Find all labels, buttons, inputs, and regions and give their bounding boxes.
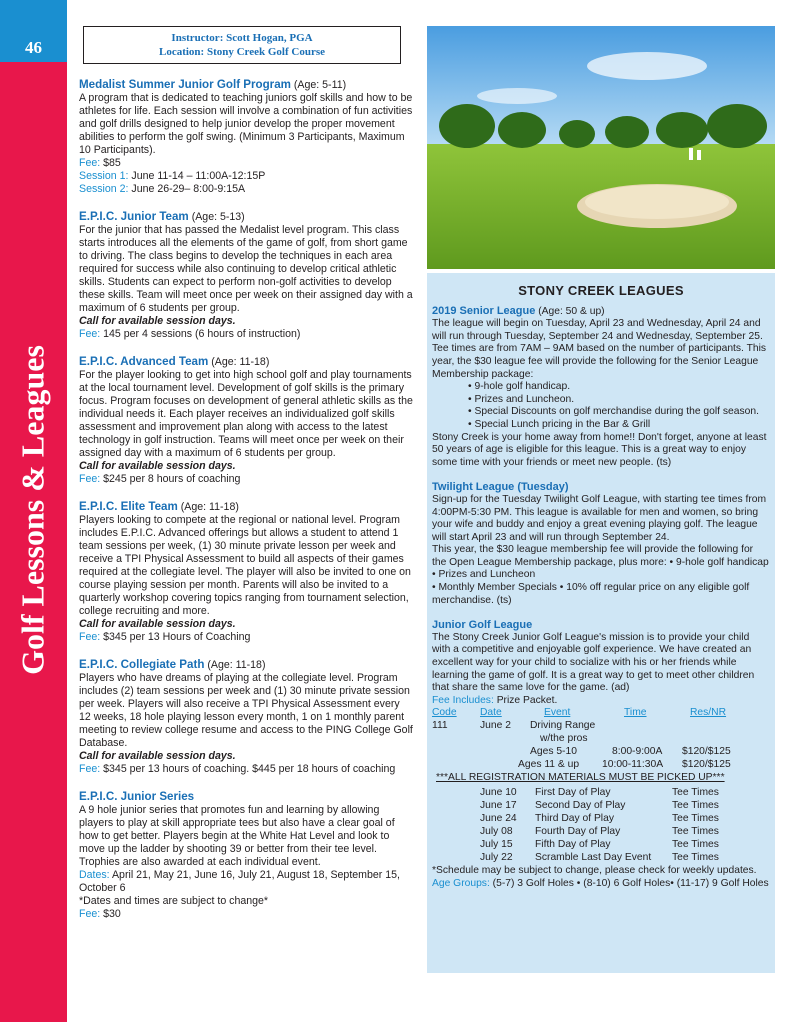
section-title-vertical: Golf Lessons & Leagues (14, 345, 51, 675)
table-cell: $120/$125 (682, 746, 731, 758)
fee-label: Fee: (79, 908, 101, 920)
list-item: • 9-hole golf handicap. (468, 381, 770, 394)
table-header-event: Event (544, 707, 571, 719)
program-advanced-team (79, 355, 413, 486)
schedule-time: Tee Times (672, 813, 719, 825)
leagues-panel (427, 273, 775, 973)
program-title: E.P.I.C. Collegiate Path (79, 658, 205, 671)
list-item: • Special Lunch pricing in the Bar & Grill (468, 419, 770, 432)
program-age: (Age: 11-18) (211, 356, 270, 368)
instructor-line: Instructor: Scott Hogan, PGA (171, 32, 313, 44)
program-elite-team (79, 500, 413, 644)
page-number: 46 (25, 38, 42, 57)
schedule-date: July 22 (480, 852, 513, 864)
schedule-event: Fourth Day of Play (535, 826, 621, 838)
fee-value: 145 per 4 sessions (6 hours of instruction) (100, 328, 301, 340)
schedule-event: Second Day of Play (535, 800, 626, 812)
schedule-time: Tee Times (672, 839, 719, 851)
league-body: The league will begin on Tuesday, April 23 and Wednesday, April 24 and will run through Tuesday, September 24 and Wednesday, September 25. Tee times are from 7AM – 9AM based on the number of participants. This year, the $30 league fee will provide the following for the Senior League Membership package: (432, 318, 767, 380)
league-closing: Stony Creek is your home away from home!! Don't forget, anyone at least 50 years of age is eligible for this league. This is a great way to enjoy some time with your friends or meet new people. (ts) (432, 431, 767, 468)
league-age: (Age: 50 & up) (538, 305, 605, 317)
dates-value: April 21, May 21, June 16, July 21, August 18, September 15, October 6 (79, 869, 400, 894)
table-cell: Ages 11 & up (518, 759, 580, 771)
schedule-date: June 10 (480, 787, 517, 799)
schedule-date: July 15 (480, 839, 513, 851)
program-title: Medalist Summer Junior Golf Program (79, 78, 291, 91)
dates-label: Dates: (79, 869, 110, 881)
table-cell: Driving Range (530, 720, 596, 732)
fee-label: Fee: (79, 763, 101, 775)
age-groups-label: Age Groups: (432, 878, 490, 889)
call-note: Call for available session days. (79, 750, 236, 762)
program-body: A program that is dedicated to teaching juniors golf skills and how to be athletes for life. Each session will involve a combination of fun activities and golf drills designed to help junior develop the proper movement abilities to perform the golf swing. (Minimum 3 Participants, Maximum 10 Participants). (79, 92, 413, 156)
session-label: Session 1: (79, 170, 129, 182)
program-title: E.P.I.C. Advanced Team (79, 355, 209, 368)
table-cell: 111 (432, 720, 448, 732)
schedule-time: Tee Times (672, 800, 719, 812)
fee-value: $245 per 8 hours of coaching (100, 473, 241, 485)
schedule-note: *Schedule may be subject to change, please check for weekly updates. (432, 865, 757, 877)
schedule-date: June 24 (480, 813, 517, 825)
program-collegiate-path (79, 658, 413, 776)
schedule-time: Tee Times (672, 787, 719, 799)
programs-column (79, 78, 413, 935)
schedule-time: Tee Times (672, 852, 719, 864)
table-cell: 10:00-11:30A (602, 759, 664, 771)
fee-value: $345 per 13 Hours of Coaching (100, 631, 251, 643)
league-body: • Monthly Member Specials • 10% off regular price on any eligible golf merchandise. (ts) (432, 582, 750, 606)
fee-label: Fee: (79, 631, 101, 643)
schedule-event: First Day of Play (535, 787, 611, 799)
session-value: June 11-14 – 11:00A-12:15P (128, 170, 266, 182)
program-age: (Age: 5-13) (191, 211, 245, 223)
instructor-box (83, 26, 401, 64)
table-cell: w/the pros (540, 733, 588, 745)
schedule-event: Scramble Last Day Event (535, 852, 652, 864)
league-title: 2019 Senior League (432, 304, 536, 317)
page-number-box (0, 0, 67, 62)
golf-course-photo (427, 26, 775, 269)
schedule-table (432, 707, 770, 787)
change-note: *Dates and times are subject to change* (79, 895, 269, 907)
schedule-date: July 08 (480, 826, 513, 838)
fee-value: $30 (100, 908, 121, 920)
program-body: Players who have dreams of playing at the collegiate level. Program includes (2) team sessions per week and (1) 30 minute private session per week. Players will also receive a TPI Physical Assessment every 12 weeks, 18 hole playing lesson every month, 1 on 1 monthly parent meeting to review college resume and access to the PING College Golf Database. (79, 672, 413, 749)
program-junior-team (79, 210, 413, 341)
program-title: E.P.I.C. Junior Team (79, 210, 189, 223)
fee-value: Prize Packet. (493, 694, 558, 706)
call-note: Call for available session days. (79, 460, 236, 472)
program-body: A 9 hole junior series that promotes fun and learning by allowing players to play at skill appropriate tees but also have a clear goal of how to get better. Players begin at the White Hat Level and look to move up the ladder by shooting 39 or better from their tee level. Trophies are also awarded at each individual event. (79, 804, 395, 868)
list-item: • Prizes and Luncheon. (468, 394, 770, 407)
program-body: For the player looking to get into high school golf and play tournaments at the local tournament level. Development of golf skills is the primary focus. Program focuses on development of general athletic skills as the individual needs it. Each player receives an individualized golf skills assessment and improvement plan along with access to the latest technology in golf instruction. Teams will meet once per week on their assigned day with a maximum of 6 students per group. (79, 369, 413, 459)
call-note: Call for available session days. (79, 315, 236, 327)
table-header-code: Code (432, 707, 457, 719)
location-line: Location: Stony Creek Golf Course (158, 46, 325, 58)
table-cell: June 2 (480, 720, 511, 732)
season-schedule (432, 787, 770, 865)
fee-value: $85 (100, 157, 121, 169)
table-header-time: Time (624, 707, 647, 719)
league-body: This year, the $30 league membership fee will provide the following for the Open League Membership package, plus more: • 9-hole golf handicap • Prizes and Luncheon (432, 544, 769, 581)
session-value: June 26-29– 8:00-9:15A (128, 183, 246, 195)
program-title: E.P.I.C. Junior Series (79, 790, 195, 803)
call-note: Call for available session days. (79, 618, 236, 630)
league-body: Sign-up for the Tuesday Twilight Golf League, with starting tee times from 4:00PM-5:30 PM. This league is available for men and women, so bring your wife and buddy and enjoy a great evening playing golf. The league will start April 23 and will run through September 24. (432, 493, 767, 543)
age-groups-value: (5-7) 3 Golf Holes • (8-10) 6 Golf Holes• (11-17) 9 Golf Holes (489, 878, 769, 889)
league-title: Twilight League (Tuesday) (432, 481, 569, 494)
registration-note: ***ALL REGISTRATION MATERIALS MUST BE PICKED UP*** (436, 772, 725, 784)
fee-label: Fee: (79, 157, 101, 169)
program-title: E.P.I.C. Elite Team (79, 500, 178, 513)
table-cell: $120/$125 (682, 759, 731, 771)
program-body: For the junior that has passed the Medalist level program. This class starts introduces all the elements of the game of golf, from short game to driving. The class begins to develop the techniques in each area required for success while also continuing to develop critical athletic skills. Students can expect to perform non-golf activities to develop these skills. Team will meet once per week on their assigned day with a maximum of 6 students per group. (79, 224, 413, 314)
program-age: (Age: 5-11) (293, 79, 347, 91)
senior-benefits-list (468, 381, 770, 431)
table-header-res: Res/NR (690, 707, 727, 719)
schedule-date: June 17 (480, 800, 517, 812)
league-body: The Stony Creek Junior Golf League's mission is to provide your child with a competitive and enjoyable golf experience. We have created an excellent way for your child to socialize with his or her friends while learning the game of golf. It is a great way to get to meet other children that share the same love for the game. (ad) (432, 631, 755, 694)
program-age: (Age: 11-18) (207, 659, 266, 671)
program-medalist (79, 78, 413, 196)
fee-label: Fee: (79, 328, 101, 340)
program-body: Players looking to compete at the regional or national level. Program includes E.P.I.C. Advanced offerings but allows a student to attend 1 team sessions per week, (1) 30 minute private lesson per week and receive a TPI Physical Assessment to build all aspects of their games required at the collegiate level. The player will also be invited to one on course playing session per month. Parents will also be invited to a quarterly workshop covering topics ranging from tournament selection, college recruiting and more. (79, 514, 411, 617)
table-cell: 8:00-9:00A (612, 746, 663, 758)
league-title: Junior Golf League (432, 619, 533, 632)
schedule-event: Fifth Day of Play (535, 839, 611, 851)
schedule-time: Tee Times (672, 826, 719, 838)
program-junior-series (79, 790, 413, 921)
fee-label: Fee Includes: (432, 694, 494, 706)
schedule-event: Third Day of Play (535, 813, 614, 825)
session-label: Session 2: (79, 183, 129, 195)
list-item: • Special Discounts on golf merchandise during the golf season. (468, 406, 770, 419)
leagues-heading: STONY CREEK LEAGUES (518, 283, 684, 298)
fee-value: $345 per 13 hours of coaching. $445 per 18 hours of coaching (100, 763, 396, 775)
table-header-date: Date (480, 707, 502, 719)
table-cell: Ages 5-10 (530, 746, 577, 758)
program-age: (Age: 11-18) (180, 501, 239, 513)
fee-label: Fee: (79, 473, 101, 485)
